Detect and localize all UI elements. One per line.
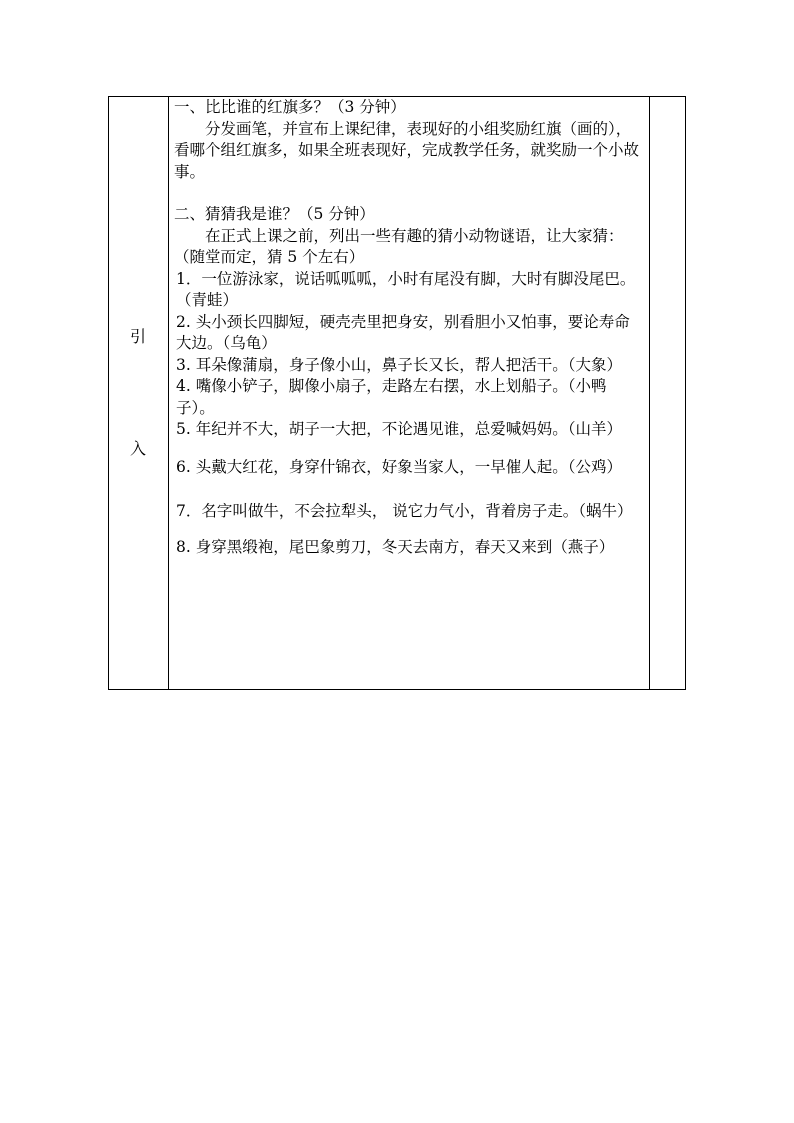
riddle-4: 4. 嘴像小铲子，脚像小扇子，走路左右摆，水上划船子。（小鸭子）。 xyxy=(176,377,607,417)
riddle-3: 3. 耳朵像蒲扇，身子像小山，鼻子长又长，帮人把活干。（大象） xyxy=(176,355,622,374)
content-cell xyxy=(169,97,650,690)
section-2-heading: 二、猜猜我是谁？（5 分钟） xyxy=(174,205,375,223)
riddle-6: 6. 头戴大红花，身穿什锦衣，好象当家人，一早催人起。（公鸡） xyxy=(176,457,622,476)
section-2-body: 在正式上课之前，列出一些有趣的猜小动物谜语，让大家猜：（随堂而定，猜 5 个左右） xyxy=(174,226,624,266)
stage-label-char-1: 引 xyxy=(130,327,147,346)
riddle-1: 1．一位游泳家，说话呱呱呱，小时有尾没有脚，大时有脚没尾巴。（青蛙） xyxy=(176,269,636,309)
riddle-5: 5. 年纪并不大，胡子一大把，不论遇见谁，总爱喊妈妈。（山羊） xyxy=(176,420,622,438)
notes-cell xyxy=(650,97,686,690)
riddle-2: 2. 头小颈长四脚短，硬壳壳里把身安，别看胆小又怕事，要论寿命大边。（乌龟） xyxy=(176,312,630,352)
lesson-plan-table xyxy=(108,96,686,690)
stage-cell xyxy=(109,97,169,690)
section-1-body: 分发画笔，并宣布上课纪律，表现好的小组奖励红旗（画的），看哪个组红旗多，如果全班表现好，完成教学任务，就奖励一个小故事。 xyxy=(174,119,640,181)
riddle-7: 7．名字叫做牛，不会拉犁头， 说它力气小，背着房子走。（蜗牛） xyxy=(176,501,633,520)
stage-label-char-2: 入 xyxy=(130,439,147,458)
section-1-heading: 一、比比谁的红旗多？（3 分钟） xyxy=(174,98,406,116)
riddle-8: 8. 身穿黑缎袍，尾巴象剪刀，冬天去南方，春天又来到（燕子） xyxy=(176,537,615,556)
table-row xyxy=(109,97,686,690)
